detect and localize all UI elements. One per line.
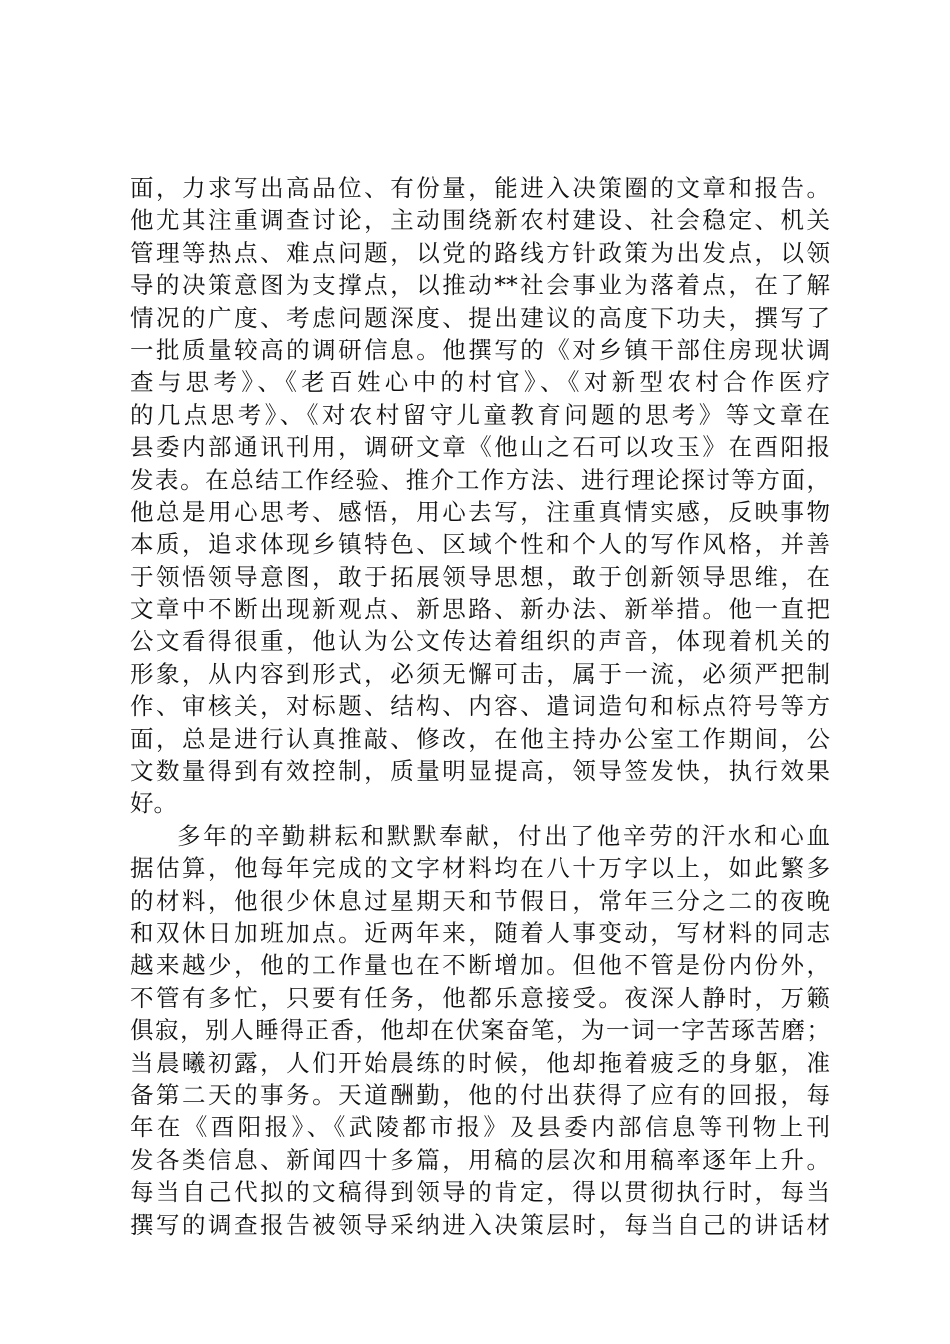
text-line: 他总是用心思考、感悟，用心去写，注重真情实感，反映事物 — [130, 497, 830, 526]
text-line: 县委内部通讯刊用，调研文章《他山之石可以攻玉》在酉阳报 — [130, 433, 830, 462]
paragraph-end-line: 好。 — [130, 789, 177, 818]
text-line: 一批质量较高的调研信息。他撰写的《对乡镇干部住房现状调 — [130, 335, 830, 364]
paragraph-first-line: 多年的辛勤耕耘和默默奉献，付出了他辛劳的汗水和心血 — [177, 821, 830, 850]
text-line: 公文看得很重，他认为公文传达着组织的声音，体现着机关的 — [130, 627, 830, 656]
text-line: 查与思考》、《老百姓心中的村官》、《对新型农村合作医疗 — [130, 368, 830, 397]
text-line: 当晨曦初露，人们开始晨练的时候，他却拖着疲乏的身躯，准 — [130, 1048, 830, 1077]
text-line: 作、审核关，对标题、结构、内容、遣词造句和标点符号等方 — [130, 692, 830, 721]
text-line: 本质，追求体现乡镇特色、区域个性和个人的写作风格，并善 — [130, 530, 830, 559]
text-line: 管理等热点、难点问题，以党的路线方针政策为出发点，以领 — [130, 238, 830, 267]
text-line: 备第二天的事务。天道酬勤，他的付出获得了应有的回报，每 — [130, 1080, 830, 1109]
text-line: 俱寂，别人睡得正香，他却在伏案奋笔，为一词一字苦琢苦磨； — [130, 1016, 830, 1045]
text-line: 形象，从内容到形式，必须无懈可击，属于一流，必须严把制 — [130, 659, 830, 688]
text-line: 不管有多忙，只要有任务，他都乐意接受。夜深人静时，万籁 — [130, 983, 830, 1012]
text-line: 他尤其注重调查讨论，主动围绕新农村建设、社会稳定、机关 — [130, 206, 830, 235]
text-line: 面，总是进行认真推敲、修改，在他主持办公室工作期间，公 — [130, 724, 830, 753]
text-line: 每当自己代拟的文稿得到领导的肯定，得以贯彻执行时，每当 — [130, 1178, 830, 1207]
text-line: 撰写的调查报告被领导采纳进入决策层时，每当自己的讲话材 — [130, 1210, 830, 1239]
text-line: 文数量得到有效控制，质量明显提高，领导签发快，执行效果 — [130, 757, 830, 786]
text-line: 和双休日加班加点。近两年来，随着人事变动，写材料的同志 — [130, 918, 830, 947]
text-line: 的几点思考》、《对农村留守儿童教育问题的思考》等文章在 — [130, 400, 830, 429]
text-line: 文章中不断出现新观点、新思路、新办法、新举措。他一直把 — [130, 595, 830, 624]
text-line: 发各类信息、新闻四十多篇，用稿的层次和用稿率逐年上升。 — [130, 1145, 830, 1174]
text-line: 年在《酉阳报》、《武陵都市报》及县委内部信息等刊物上刊 — [130, 1113, 830, 1142]
text-line: 据估算，他每年完成的文字材料均在八十万字以上，如此繁多 — [130, 854, 830, 883]
text-line: 导的决策意图为支撑点，以推动**社会事业为落着点，在了解 — [130, 271, 830, 300]
body-text — [130, 172, 830, 1241]
text-line: 发表。在总结工作经验、推介工作方法、进行理论探讨等方面， — [130, 465, 830, 494]
text-line: 面，力求写出高品位、有份量，能进入决策圈的文章和报告。 — [130, 174, 830, 202]
text-line: 于领悟领导意图，敢于拓展领导思想，敢于创新领导思维，在 — [130, 562, 830, 591]
text-line: 越来越少，他的工作量也在不断增加。但他不管是份内份外， — [130, 951, 830, 980]
text-line: 情况的广度、考虑问题深度、提出建议的高度下功夫，撰写了 — [130, 303, 830, 332]
text-line: 的材料，他很少休息过星期天和节假日，常年三分之二的夜晚 — [130, 886, 830, 915]
